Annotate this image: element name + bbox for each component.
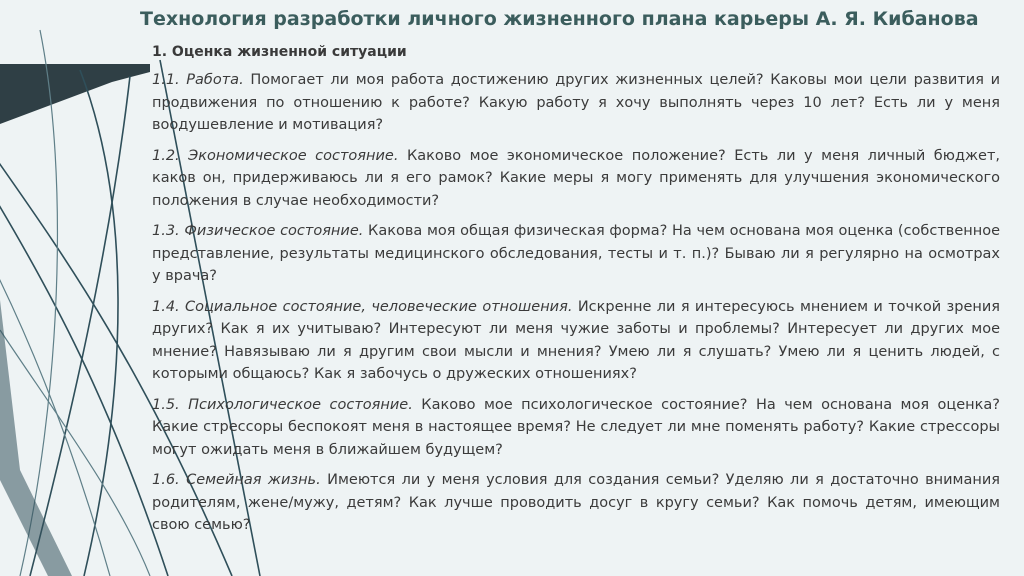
item-text: Помогает ли моя работа достижению других жизненных целей? Каковы мои цели развития и продвижения по отношению к работе? Какую работу я хочу выполнять через 10 лет? Есть ли у меня воодушевление и мотивация? bbox=[152, 72, 1000, 133]
slide-title: Технология разработки личного жизненного плана карьеры А. Я. Кибанова bbox=[140, 8, 979, 30]
item-economic bbox=[152, 145, 1000, 213]
item-social bbox=[152, 296, 1000, 386]
item-family bbox=[152, 469, 1000, 537]
item-text: Какова моя общая физическая форма? На чем основана моя оценка (собственное представление, результаты медицинского обследования, тесты и т. п.)? Бываю ли я регулярно на осмотрах у врача? bbox=[152, 223, 1000, 284]
item-heading: 1.5. Психологическое состояние. bbox=[152, 396, 413, 413]
item-heading: 1.3. Физическое состояние. bbox=[152, 223, 364, 239]
item-text: Каково мое экономическое положение? Есть ли у меня личный бюджет, каков он, придерживаюсь ли я его рамок? Какие меры я могу применять для улучшения экономического положения в случае необходимости? bbox=[152, 147, 1001, 209]
item-heading: 1.6. Семейная жизнь. bbox=[152, 472, 321, 488]
item-physical bbox=[152, 220, 1000, 288]
slide-content bbox=[152, 44, 1000, 545]
dark-lower-shard bbox=[0, 300, 72, 576]
item-heading: 1.2. Экономическое состояние. bbox=[152, 147, 399, 164]
item-text: Имеются ли у меня условия для создания семьи? Уделяю ли я достаточно внимания родителям, жене/мужу, детям? Как лучше проводить досуг в кругу семьи? Как помочь детям, имеющим свою семью? bbox=[152, 472, 1000, 533]
item-text: Каково мое психологическое состояние? На чем основана моя оценка? Какие стрессоры беспокоят меня в настоящее время? Не следует ли мне поменять работу? Какие стрессоры могут ожидать меня в ближайшем будущем? bbox=[152, 396, 1001, 458]
item-heading: 1.1. Работа. bbox=[152, 72, 244, 88]
item-heading: 1.4. Социальное состояние, человеческие отношения. bbox=[152, 298, 573, 315]
item-work bbox=[152, 69, 1000, 137]
item-psychological bbox=[152, 394, 1000, 462]
item-text: Искренне ли я интересуюсь мнением и точкой зрения других? Как я их учитываю? Интересуют ли меня чужие заботы и проблемы? Интересует ли других мое мнение? Навязываю ли я другим свои мысли и мнения? Умею ли я слушать? Умею ли я ценить людей, с которыми общаюсь? Как я забочусь о дружеских отношениях? bbox=[152, 298, 1000, 382]
section-subtitle: 1. Оценка жизненной ситуации bbox=[152, 44, 407, 60]
